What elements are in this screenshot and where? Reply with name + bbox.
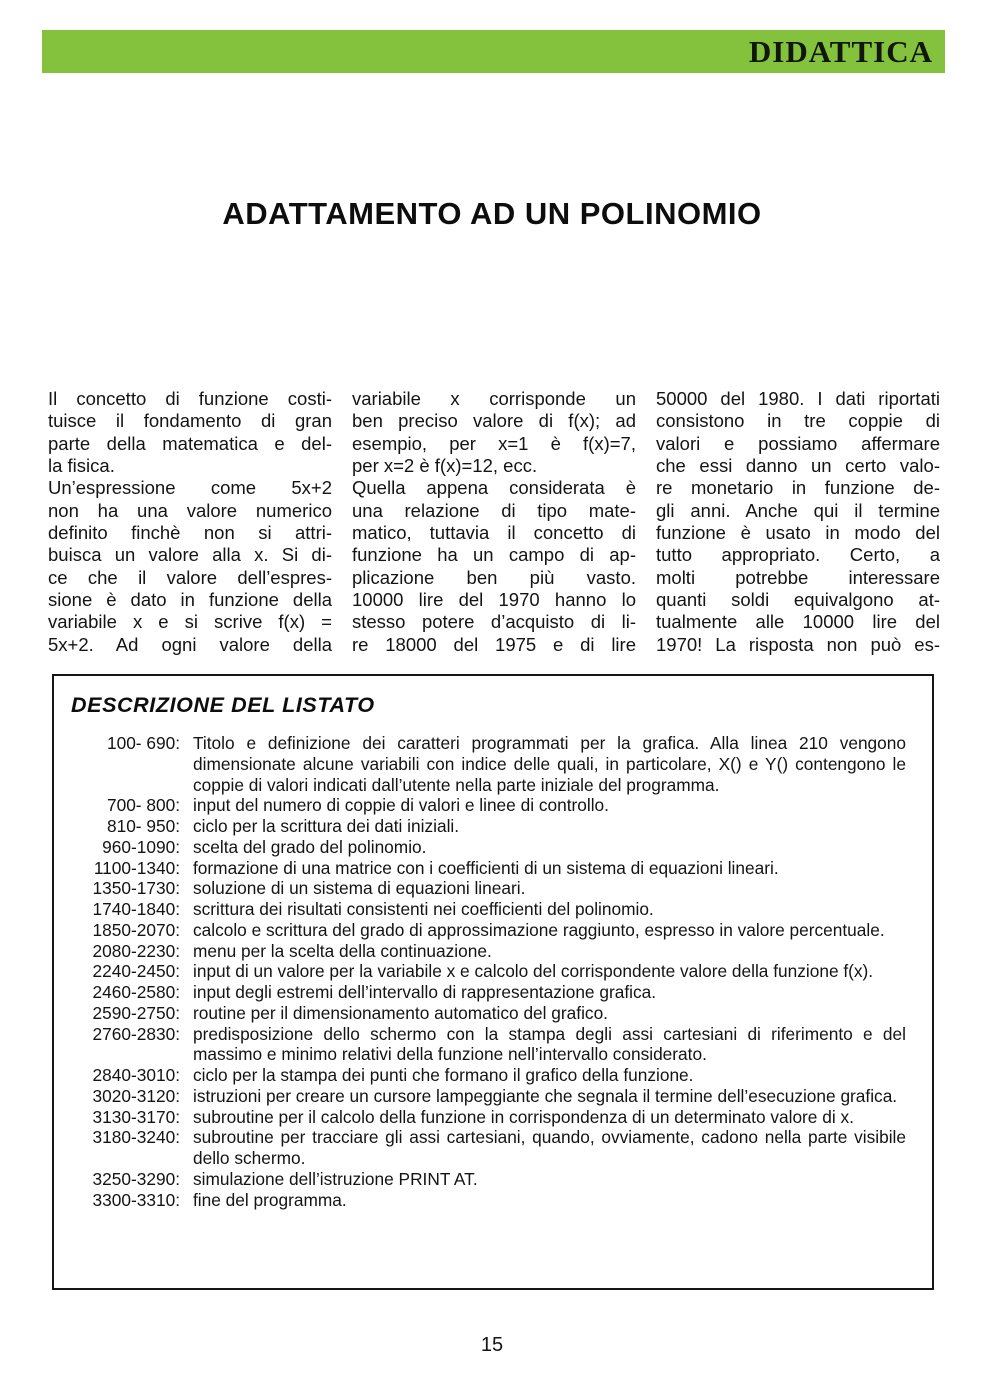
text-line: 50000 del 1980. I dati riportati bbox=[656, 388, 940, 409]
page-number: 15 bbox=[480, 1334, 504, 1356]
listing-row bbox=[70, 1003, 906, 1024]
listing-row bbox=[70, 878, 906, 899]
line-range: 2080-2230: bbox=[92, 940, 180, 961]
text-line: esempio, per x=1 è f(x)=7, bbox=[352, 432, 636, 454]
text-line: matico, tuttavia il concetto di bbox=[352, 522, 636, 544]
line-range: 3130-3170: bbox=[92, 1106, 180, 1127]
line-range: 3300-3310: bbox=[92, 1189, 180, 1210]
line-range: 1350-1730: bbox=[92, 878, 180, 899]
text-line: la fisica. bbox=[48, 455, 115, 477]
line-description: subroutine per tracciare gli assi cartesiani, quando, ovviamente, cadono nella parte visibile dello schermo. bbox=[193, 1127, 906, 1168]
text-line: stesso potere d’acquisto di li- bbox=[352, 611, 636, 633]
text-line: re monetario in funzione de- bbox=[656, 477, 940, 499]
line-description: input degli estremi dell’intervallo di rappresentazione grafica. bbox=[193, 982, 657, 1002]
line-description: calcolo e scrittura del grado di approssimazione raggiunto, espresso in valore percentuale. bbox=[193, 919, 885, 940]
listing-row bbox=[70, 961, 906, 982]
text-line: Il concetto di funzione costi- bbox=[48, 388, 332, 409]
line-range: 2760-2830: bbox=[92, 1023, 180, 1044]
line-range: 2460-2580: bbox=[92, 982, 180, 1002]
line-description: menu per la scelta della continuazione. bbox=[193, 940, 492, 961]
text-line: molti potrebbe interessare bbox=[656, 566, 940, 588]
text-line: tualmente alle 10000 lire del bbox=[656, 611, 940, 633]
line-description: predisposizione dello schermo con la stampa degli assi cartesiani di riferimento e del massimo e minimo relativi della funzione nell’intervallo considerato. bbox=[193, 1023, 906, 1065]
text-line: funzione ha un campo di ap- bbox=[352, 544, 636, 566]
text-line: che essi danno un certo valo- bbox=[656, 455, 940, 477]
line-description: scrittura dei risultati consistenti nei coefficienti del polinomio. bbox=[193, 899, 654, 919]
line-description: routine per il dimensionamento automatico del grafico. bbox=[193, 1002, 608, 1023]
line-description: Titolo e definizione dei caratteri programmati per la grafica. Alla linea 210 vengono dimensionate alcune variabili con indice delle quali, in particolare, X() e Y() contengono le coppie di valori indicati dall’utente nella parte iniziale del programma. bbox=[193, 733, 906, 795]
article-column bbox=[48, 388, 332, 656]
listing-row bbox=[70, 795, 906, 816]
text-line: plicazione ben più vasto. bbox=[352, 566, 636, 588]
line-description: ciclo per la stampa dei punti che formano il grafico della funzione. bbox=[193, 1065, 694, 1085]
line-range: 100- 690: bbox=[106, 733, 180, 753]
listing-row bbox=[70, 837, 906, 858]
line-description: fine del programma. bbox=[193, 1189, 347, 1210]
line-description: simulazione dell’istruzione PRINT AT. bbox=[193, 1168, 478, 1189]
line-description: formazione di una matrice con i coefficienti di un sistema di equazioni lineari. bbox=[193, 857, 779, 878]
article-columns bbox=[48, 388, 940, 660]
line-range: 3020-3120: bbox=[92, 1085, 180, 1106]
line-range: 1100-1340: bbox=[93, 857, 180, 878]
text-line: 5x+2. Ad ogni valore della bbox=[48, 633, 332, 655]
line-range: 3180-3240: bbox=[92, 1127, 180, 1148]
line-range: 960-1090: bbox=[102, 836, 180, 857]
text-line: variabile x e si scrive f(x) = bbox=[48, 611, 332, 633]
listing-row bbox=[70, 1024, 906, 1066]
text-line: variabile x corrisponde un bbox=[352, 388, 636, 409]
article-column bbox=[656, 388, 940, 656]
text-line: re 18000 del 1975 e di lire bbox=[352, 633, 636, 655]
text-line: buisca un valore alla x. Si di- bbox=[48, 544, 332, 566]
listing-row bbox=[70, 1169, 906, 1190]
article-column bbox=[352, 388, 636, 656]
page-title: ADATTAMENTO AD UN POLINOMIO bbox=[222, 196, 762, 231]
listing-row bbox=[70, 816, 906, 837]
line-description: soluzione di un sistema di equazioni lineari. bbox=[193, 878, 526, 899]
line-description: scelta del grado del polinomio. bbox=[193, 836, 427, 857]
line-description: input di un valore per la variabile x e calcolo del corrispondente valore della funzione f(x). bbox=[193, 961, 874, 982]
line-description: input del numero di coppie di valori e linee di controllo. bbox=[193, 795, 609, 816]
text-line: una relazione di tipo mate- bbox=[352, 499, 636, 521]
didattica-banner bbox=[42, 30, 945, 73]
text-line: gli anni. Anche qui il termine bbox=[656, 499, 940, 521]
line-range: 1850-2070: bbox=[92, 919, 180, 940]
listing-row bbox=[70, 733, 906, 795]
listing-row bbox=[70, 1190, 906, 1211]
line-range: 2590-2750: bbox=[92, 1002, 180, 1023]
line-description: subroutine per il calcolo della funzione in corrispondenza di un determinato valore di x. bbox=[193, 1106, 854, 1127]
listing-box-title: DESCRIZIONE DEL LISTATO bbox=[71, 693, 375, 717]
listing-rows bbox=[70, 733, 906, 1210]
line-range: 700- 800: bbox=[106, 795, 180, 816]
text-line: tutto appropriato. Certo, a bbox=[656, 544, 940, 566]
text-line: 10000 lire del 1970 hanno lo bbox=[352, 589, 636, 611]
listing-row bbox=[70, 1127, 906, 1169]
listing-row bbox=[70, 1086, 906, 1107]
line-range: 2840-3010: bbox=[92, 1065, 180, 1085]
text-line: per x=2 è f(x)=12, ecc. bbox=[352, 455, 538, 477]
line-description: istruzioni per creare un cursore lampeggiante che segnala il termine dell’esecuzione grafica. bbox=[193, 1085, 898, 1106]
text-line: tuisce il fondamento di gran bbox=[48, 410, 332, 432]
banner-label: DIDATTICA bbox=[748, 33, 933, 69]
text-line: consistono in tre coppie di bbox=[656, 410, 940, 432]
text-line: definito finchè non si attri- bbox=[48, 522, 332, 544]
text-line: non ha una valore numerico bbox=[48, 499, 332, 521]
text-line: parte della matematica e del- bbox=[48, 432, 332, 454]
text-line: funzione è usato in modo del bbox=[656, 522, 940, 544]
listing-row bbox=[70, 982, 906, 1003]
listing-row bbox=[70, 920, 906, 941]
text-line: Quella appena considerata è bbox=[352, 477, 636, 499]
line-range: 810- 950: bbox=[106, 816, 180, 836]
text-line: ben preciso valore di f(x); ad bbox=[352, 410, 636, 432]
listing-row bbox=[70, 858, 906, 879]
line-description: ciclo per la scrittura dei dati iniziali. bbox=[193, 816, 460, 836]
text-line: sione è dato in funzione della bbox=[48, 589, 332, 611]
text-line: Un’espressione come 5x+2 bbox=[48, 477, 332, 499]
text-line: quanti soldi equivalgono at- bbox=[656, 589, 940, 611]
line-range: 2240-2450: bbox=[92, 961, 180, 982]
text-line: valori e possiamo affermare bbox=[656, 432, 940, 454]
listing-row bbox=[70, 941, 906, 962]
text-line: ce che il valore dell’espres- bbox=[48, 566, 332, 588]
line-range: 3250-3290: bbox=[92, 1168, 180, 1189]
text-line: 1970! La risposta non può es- bbox=[656, 633, 940, 655]
listing-row bbox=[70, 1107, 906, 1128]
listing-row bbox=[70, 1065, 906, 1086]
listing-description-box bbox=[52, 674, 934, 1290]
line-range: 1740-1840: bbox=[92, 899, 180, 919]
listing-row bbox=[70, 899, 906, 920]
